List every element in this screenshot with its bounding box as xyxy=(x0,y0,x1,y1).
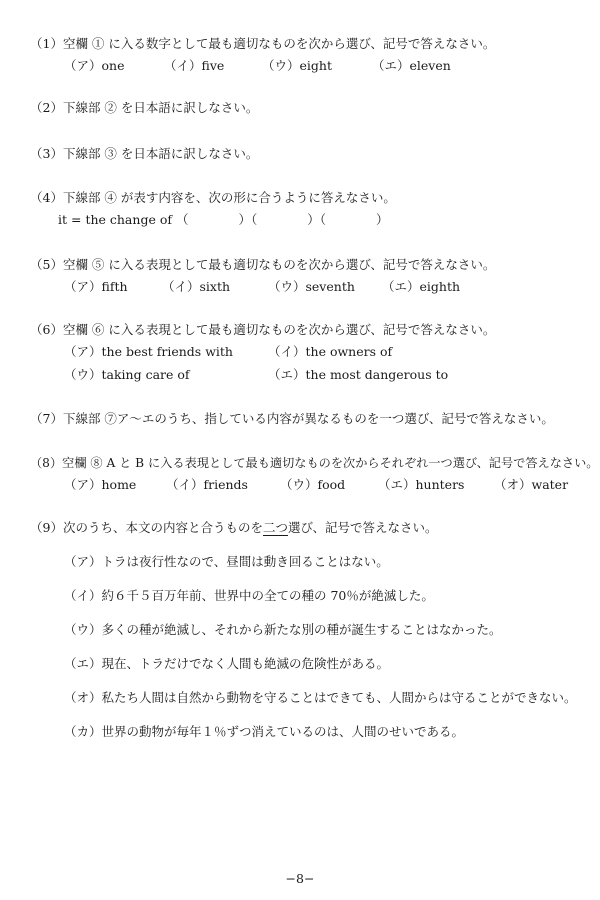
question-5-text: （5）空欄 ⑤ に入る表現として最も適切なものを次から選び、記号で答えなさい。 xyxy=(30,257,496,272)
q8-option-e: （エ）hunters xyxy=(378,477,465,492)
question-8-text: （8）空欄 ⑧ A と B に入る表現として最も適切なものを次からそれぞれ一つ選び、記号で答えなさい。 xyxy=(30,456,599,470)
q9-text-after: 選び、記号で答えなさい。 xyxy=(287,520,438,535)
question-4-text: （4）下線部 ④ が表す内容を、次の形に合うように答えなさい。 xyxy=(30,190,396,205)
q8-option-i: （イ）friends xyxy=(166,477,248,492)
q9-option-e: （エ）現在、トラだけでなく人間も絶滅の危険性がある。 xyxy=(64,656,390,671)
q9-option-i: （イ）約６千５百万年前、世界中の全ての種の 70％が絶滅した。 xyxy=(64,588,434,603)
q4-answer-form: it = the change of （ ）（ ）（ ） xyxy=(58,212,389,227)
question-2-text: （2）下線部 ② を日本語に訳しなさい。 xyxy=(30,100,259,115)
q9-option-ka: （カ）世界の動物が毎年１％ずつ消えているのは、人間のせいである。 xyxy=(64,724,465,739)
q1-option-u: （ウ）eight xyxy=(262,58,332,73)
q5-option-i: （イ）sixth xyxy=(162,279,231,294)
q8-option-a: （ア）home xyxy=(64,477,137,492)
q6-option-i: （イ）the owners of xyxy=(268,344,393,359)
q6-option-e: （エ）the most dangerous to xyxy=(268,367,449,382)
q1-option-i: （イ）five xyxy=(164,58,225,73)
question-1-text: （1）空欄 ① に入る数字として最も適切なものを次から選び、記号で答えなさい。 xyxy=(30,36,496,51)
q9-text-before: （9）次のうち、本文の内容と合うものを xyxy=(30,520,263,535)
question-7-text: （7）下線部 ⑦ア～エのうち、指している内容が異なるものを一つ選び、記号で答えなさい。 xyxy=(30,411,554,426)
q9-option-o: （オ）私たち人間は自然から動物を守ることはできても、人間からは守ることができない。 xyxy=(64,690,577,705)
q8-option-u: （ウ）food xyxy=(280,477,346,492)
q1-option-e: （エ）eleven xyxy=(372,58,451,73)
question-9-text xyxy=(30,520,438,536)
q5-option-e: （エ）eighth xyxy=(382,279,461,294)
q6-option-u: （ウ）taking care of xyxy=(64,367,190,382)
q8-option-o: （オ）water xyxy=(494,477,569,492)
question-3-text: （3）下線部 ③ を日本語に訳しなさい。 xyxy=(30,146,259,161)
question-6-text: （6）空欄 ⑥ に入る表現として最も適切なものを次から選び、記号で答えなさい。 xyxy=(30,322,496,337)
q9-text-underlined: 二つ xyxy=(262,520,288,535)
q5-option-a: （ア）fifth xyxy=(64,279,128,294)
q1-option-a: （ア）one xyxy=(64,58,125,73)
q9-option-u: （ウ）多くの種が絶滅し、それから新たな別の種が誕生することはなかった。 xyxy=(64,622,502,637)
page-number: −8− xyxy=(285,871,315,886)
q9-option-a: （ア）トラは夜行性なので、昼間は動き回ることはない。 xyxy=(64,554,389,569)
q5-option-u: （ウ）seventh xyxy=(268,279,355,294)
q6-option-a: （ア）the best friends with xyxy=(64,344,233,359)
